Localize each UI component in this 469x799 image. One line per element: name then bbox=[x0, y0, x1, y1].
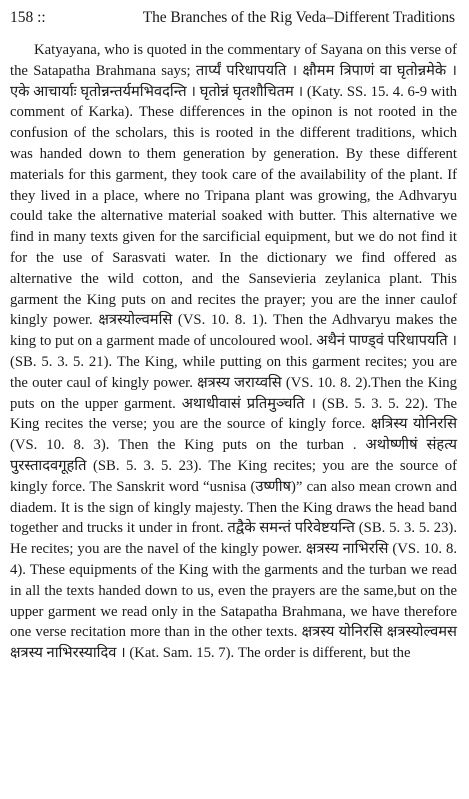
page-number: 158 :: bbox=[10, 9, 46, 26]
body-paragraph: Katyayana, who is quoted in the commentary of Sayana on this verse of the Satapatha Brahmana says; तार्प्यं परिधापयति । क्षौमम त्रिपाणं वा घृतोन्नमेके । एके आचार्याः घृतोन्नन्तर्यमभिवदन्ति । घृतोन्नं घृतशौचितम । (Katy. SS. 15. 4. 6-9 with comment of Karka). These differences in the opinon is not rooted in the confusion of the scholars, this is rooted in the different traditions, which was handed down to them generation by generation. By these different materials for this garment, they took care of the availability of the plant. If they lived in a place, where no Tripana plant was growing, the Adhvaryu could take the alternative material soaked with butter. This alternative we find in many texts given for the sarcificial equipment, but we do not find it for the use of Sarasvati water. In the dictionary we find offered as alternative the wild cotton, and the Sansevieria zeylanica plant. This garment the King puts on and recites the prayer; you are the inner caulof kingly power. क्षत्रस्योल्वमसि (VS. 10. 8. 1). Then the Adhvaryu makes the king to put on a garment made of uncoloured wool. अथैनं पाण्ड्वं परिधापयति । (SB. 5. 3. 5. 21). The King, while putting on this garment recites; you are the outer caul of kingly power. क्षत्रस्य जराय्वसि (VS. 10. 8. 2).Then the King puts on the upper garment. अथाधीवासं प्रतिमुञ्चति । (SB. 5. 3. 5. 22). The King recites the verse; you are the source of kingly force. क्षत्रिस्य योनिरसि (VS. 10. 8. 3). Then the King puts on the turban . अथोष्णीषं संहत्य पुरस्तादवगूहति (SB. 5. 3. 5. 23). The King recites; you are the source of kingly force. The Sanskrit word “usnisa (उष्णीष)” can also mean crown and diadem. It is the sign of kingly majesty. Then the King draws the head band together and trucks it under in front. तद्वैके समन्तं परिवेष्टयन्ति (SB. 5. 3. 5. 23). He recites; you are the navel of the kingly power. क्षत्रस्य नाभिरसि (VS. 10. 8. 4). These equipments of the King with the garments and the turban we read in all the texts handed down to us, even the prayers are the same,but on the upper garment we read only in the Satapatha Brahmana, we have therefore one verse recitation more than in the other texts. क्षत्रस्य योनिरसि क्षत्रस्योल्वमस क्षत्रस्य नाभिरस्यादिव । (Kat. Sam. 15. 7). The order is different, but the bbox=[10, 42, 457, 662]
running-header bbox=[10, 8, 457, 28]
running-title: The Branches of the Rig Veda–Different Traditions bbox=[142, 9, 455, 26]
